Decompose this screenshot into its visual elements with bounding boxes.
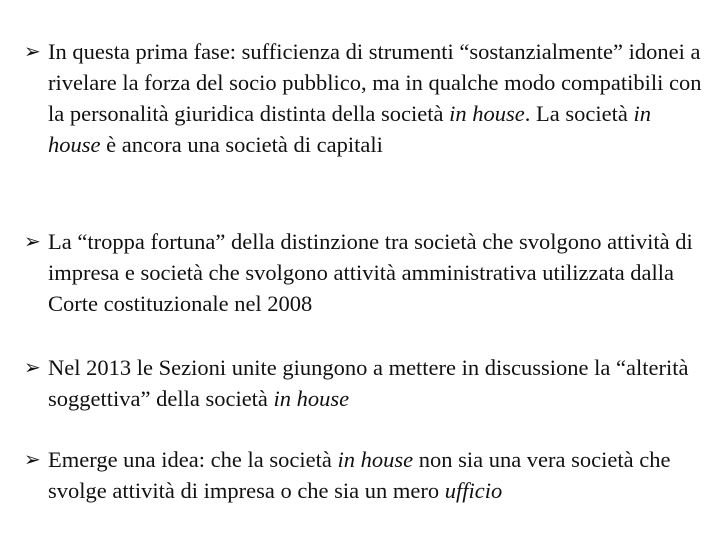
bullet-text: [48, 36, 704, 160]
italic-term: ufficio: [444, 478, 503, 503]
arrowhead-bullet-icon: ➢: [24, 229, 41, 253]
text-segment: è ancora una società di capitali: [100, 132, 383, 157]
text-segment: Emerge una idea: che la società: [48, 447, 338, 472]
text-segment: La “troppa fortuna” della distinzione tra società che svolgono attività di impresa e società che svolgono attività amministrativa utilizzata dalla Corte costituzionale nel 2008: [48, 229, 693, 316]
italic-term: in house: [48, 101, 651, 157]
text-segment: . La società: [524, 101, 634, 126]
text-segment: Nel 2013 le Sezioni unite giungono a mettere in discussione la “alterità soggettiva” della società: [48, 355, 689, 411]
italic-term: in house: [337, 447, 414, 472]
arrowhead-bullet-icon: ➢: [24, 355, 41, 379]
bullet-text: [48, 226, 704, 319]
bullet-text: [48, 352, 704, 414]
italic-term: in house: [273, 386, 350, 411]
italic-term: in house: [449, 101, 525, 126]
text-segment: In questa prima fase: sufficienza di strumenti “sostanzialmente” idonei a rivelare la forza del socio pubblico, ma in qualche modo compatibili con la personalità giuridica distinta della società: [48, 39, 702, 126]
bullet-item-3: [24, 352, 704, 414]
arrowhead-bullet-icon: ➢: [24, 447, 41, 471]
bullet-text: [48, 444, 704, 506]
bullet-item-1: [24, 36, 704, 160]
bullet-item-2: [24, 226, 704, 319]
text-segment: non sia una vera società che svolge attività di impresa o che sia un mero: [48, 447, 671, 503]
arrowhead-bullet-icon: ➢: [24, 39, 41, 63]
bullet-item-4: [24, 444, 704, 506]
